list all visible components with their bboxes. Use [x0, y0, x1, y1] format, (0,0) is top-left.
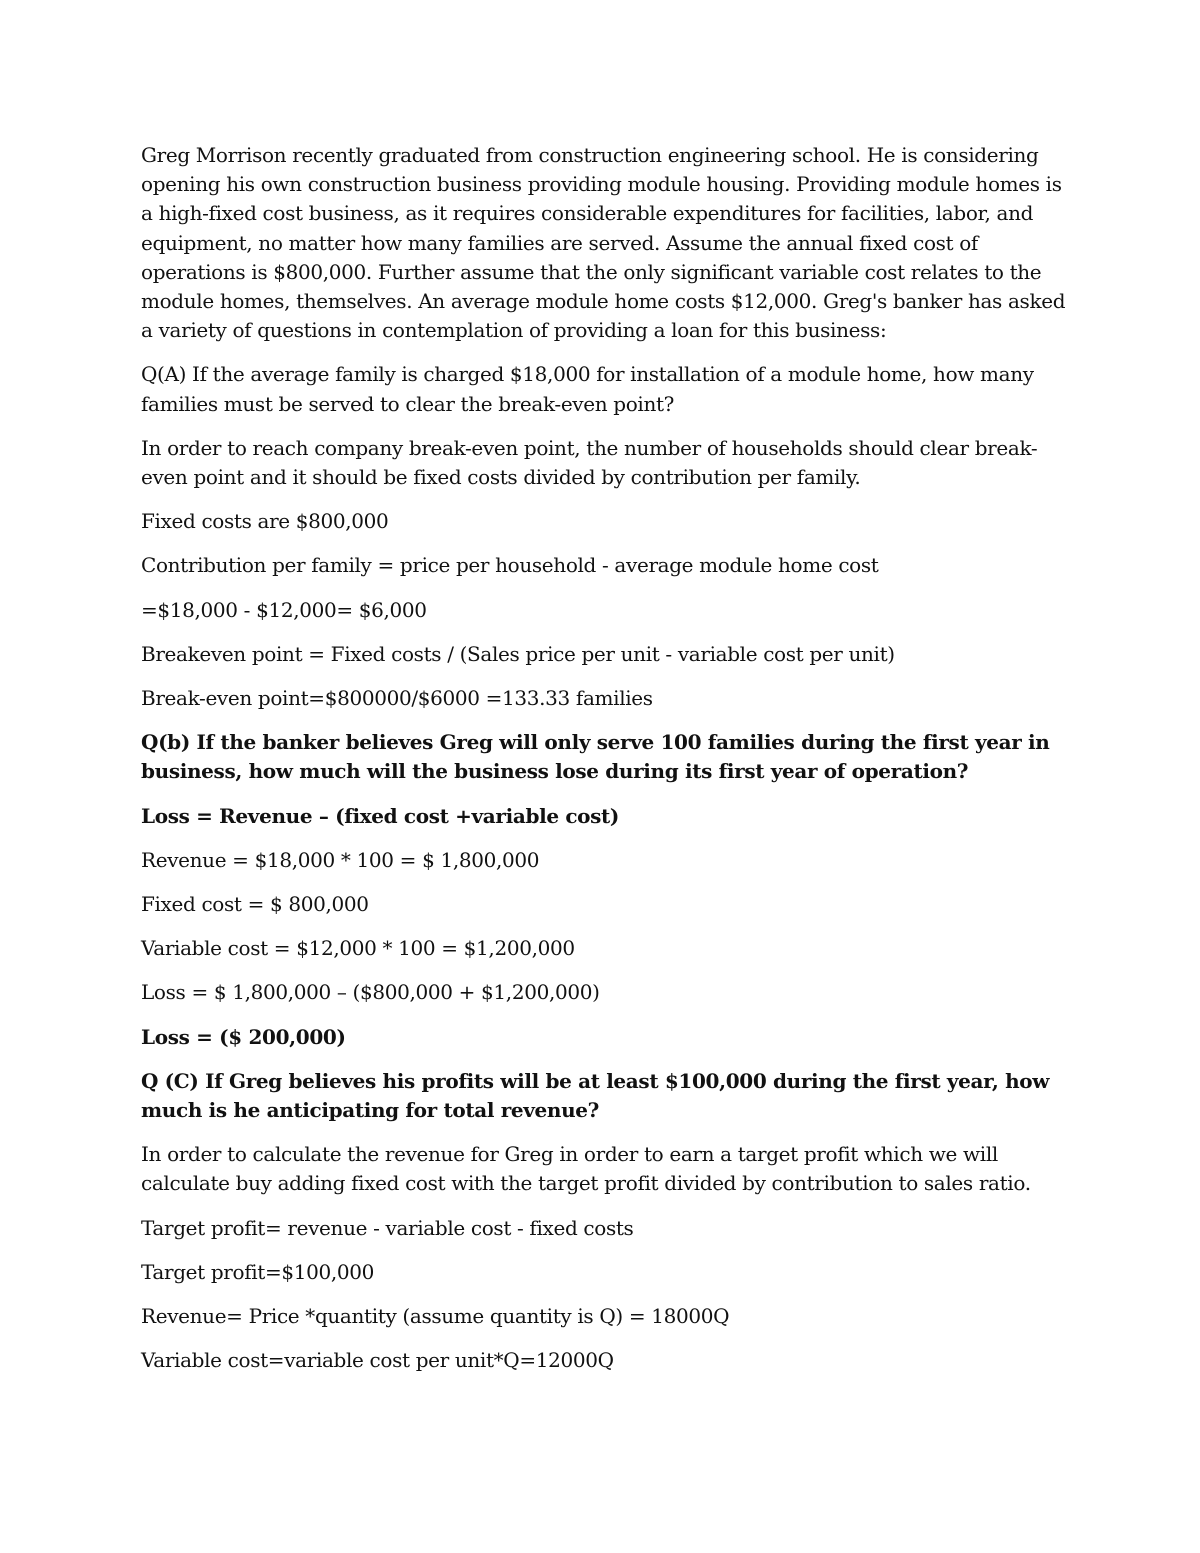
loss-result-line: Loss = ($ 200,000)	[141, 1024, 346, 1049]
target-profit-formula-line: Target profit= revenue - variable cost - fixed costs	[141, 1215, 634, 1240]
fixed-costs-line: Fixed costs are $800,000	[141, 509, 389, 534]
contribution-formula-line: Contribution per family = price per household - average module home cost	[141, 553, 879, 578]
target-profit-value-line: Target profit=$100,000	[141, 1259, 375, 1284]
answer-c-explanation: In order to calculate the revenue for Greg in order to earn a target profit which we will calculate buy adding fixed cost with the target profit divided by contribution to sales ratio.	[141, 1142, 1031, 1196]
fixed-cost-line: Fixed cost = $ 800,000	[141, 892, 369, 917]
variable-cost-formula-line: Variable cost=variable cost per unit*Q=12000Q	[141, 1348, 614, 1373]
loss-calculation-line: Loss = $ 1,800,000 – ($800,000 + $1,200,000)	[141, 980, 600, 1005]
contribution-value-line: =$18,000 - $12,000= $6,000	[141, 597, 427, 622]
document-body	[141, 141, 1066, 1391]
question-b: Q(b) If the banker believes Greg will only serve 100 families during the first year in business, how much will the business lose during its first year of operation?	[141, 730, 1050, 784]
loss-formula-line: Loss = Revenue – (fixed cost +variable cost)	[141, 803, 620, 828]
breakeven-result-line: Break-even point=$800000/$6000 =133.33 families	[141, 686, 653, 711]
variable-cost-line: Variable cost = $12,000 * 100 = $1,200,000	[141, 936, 575, 961]
answer-a-explanation: In order to reach company break-even point, the number of households should clear break-even point and it should be fixed costs divided by contribution per family.	[141, 435, 1038, 490]
intro-paragraph: Greg Morrison recently graduated from construction engineering school. He is considering opening his own construction business providing module housing. Providing module homes is a high-fixed cost business, as it requires considerable expenditures for facilities, labor, and equipment, no matter how many families are served. Assume the annual fixed cost of operations is $800,000. Further assume that the only significant variable cost relates to the module homes, themselves. An average module home costs $12,000. Greg's banker has asked a variety of questions in contemplation of providing a loan for this business:	[141, 143, 1066, 343]
revenue-formula-line: Revenue= Price *quantity (assume quantity is Q) = 18000Q	[141, 1304, 730, 1329]
breakeven-formula-line: Breakeven point = Fixed costs / (Sales price per unit - variable cost per unit)	[141, 641, 895, 666]
question-c: Q (C) If Greg believes his profits will be at least $100,000 during the first year, how much is he anticipating for total revenue?	[141, 1068, 1050, 1123]
revenue-line: Revenue = $18,000 * 100 = $ 1,800,000	[141, 847, 540, 872]
question-a: Q(A) If the average family is charged $18,000 for installation of a module home, how many families must be served to clear the break-even point?	[141, 362, 1034, 416]
